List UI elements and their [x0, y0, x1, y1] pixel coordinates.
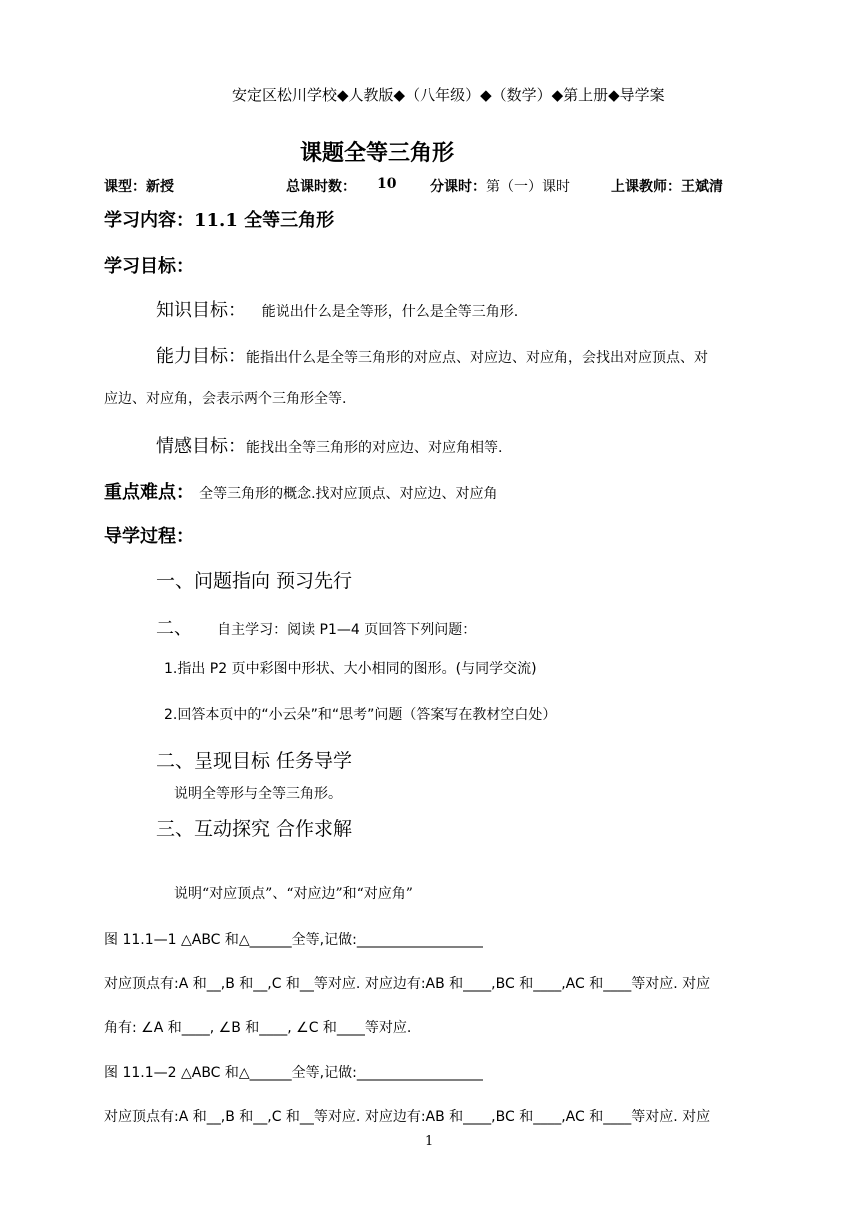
- teacher: 上课教师：王斌清: [611, 179, 723, 195]
- knowledge-objective: [156, 296, 518, 322]
- emotion-label: 情感目标：: [156, 436, 246, 457]
- page-number: 1: [425, 1134, 434, 1149]
- step-problem-preview: 一、问题指向 预习先行: [156, 570, 353, 592]
- key-points: [104, 478, 498, 504]
- ability-label: 能力目标：: [156, 346, 246, 367]
- process-heading: 导学过程：: [104, 526, 194, 547]
- knowledge-label: 知识目标：: [156, 300, 246, 321]
- step-present-goals-text: 说明全等形与全等三角形。: [174, 786, 342, 802]
- study-item-2: 2.回答本页中的“小云朵”和“思考”问题（答案写在教材空白处）: [164, 707, 557, 723]
- page-header: 安定区松川学校◆人教版◆（八年级）◆（数学）◆第上册◆导学案: [232, 86, 665, 104]
- sub-hours-value: 第（一）课时: [486, 179, 570, 195]
- figure-1-statement: 图 11.1—1 △ABC 和△______全等,记做:__________________: [104, 932, 483, 948]
- step-self-study-text: 自主学习：阅读 P1—4 页回答下列问题：: [217, 622, 477, 638]
- total-hours-value: 10: [377, 176, 397, 192]
- total-hours-label: 总课时数：: [286, 179, 356, 195]
- step-self-study-num: 二、: [156, 618, 192, 639]
- step-self-study: [156, 614, 476, 640]
- explain-text: 说明“对应顶点”、“对应边”和“对应角”: [174, 886, 413, 902]
- key-points-label: 重点难点：: [104, 482, 194, 503]
- emotion-objective: [156, 432, 502, 458]
- step-interactive-explore: 三、互动探究 合作求解: [156, 818, 353, 840]
- step-present-goals: 二、呈现目标 任务导学: [156, 750, 353, 772]
- learning-content: 学习内容：11.1 全等三角形: [104, 210, 335, 231]
- sub-hours-label: 分课时：: [430, 179, 486, 195]
- ability-text-1: 能指出什么是全等三角形的对应点、对应边、对应角，会找出对应顶点、对: [246, 350, 708, 366]
- knowledge-text: 能说出什么是全等形，什么是全等三角形.: [261, 304, 519, 320]
- key-points-text: 全等三角形的概念.找对应顶点、对应边、对应角: [199, 486, 498, 502]
- figure-2-correspondence: 对应顶点有:A 和__,B 和__,C 和__等对应. 对应边有:AB 和____,BC 和____,AC 和____等对应. 对应: [104, 1109, 711, 1125]
- figure-1-angles: 角有: ∠A 和____, ∠B 和____, ∠C 和____等对应.: [104, 1020, 412, 1036]
- emotion-text: 能找出全等三角形的对应边、对应角相等.: [246, 440, 503, 456]
- objectives-heading: 学习目标：: [104, 256, 194, 277]
- ability-objective: [156, 342, 708, 368]
- lesson-title: 课题全等三角形: [300, 140, 455, 166]
- figure-2-statement: 图 11.1—2 △ABC 和△______全等,记做:__________________: [104, 1065, 483, 1081]
- sub-hours: [430, 176, 570, 196]
- lesson-type: 课型：新授: [104, 179, 174, 195]
- figure-1-correspondence: 对应顶点有:A 和__,B 和__,C 和__等对应. 对应边有:AB 和____,BC 和____,AC 和____等对应. 对应: [104, 976, 711, 992]
- study-item-1: 1.指出 P2 页中彩图中形状、大小相同的图形。(与同学交流): [164, 661, 537, 677]
- ability-text-2: 应边、对应角，会表示两个三角形全等.: [104, 391, 347, 407]
